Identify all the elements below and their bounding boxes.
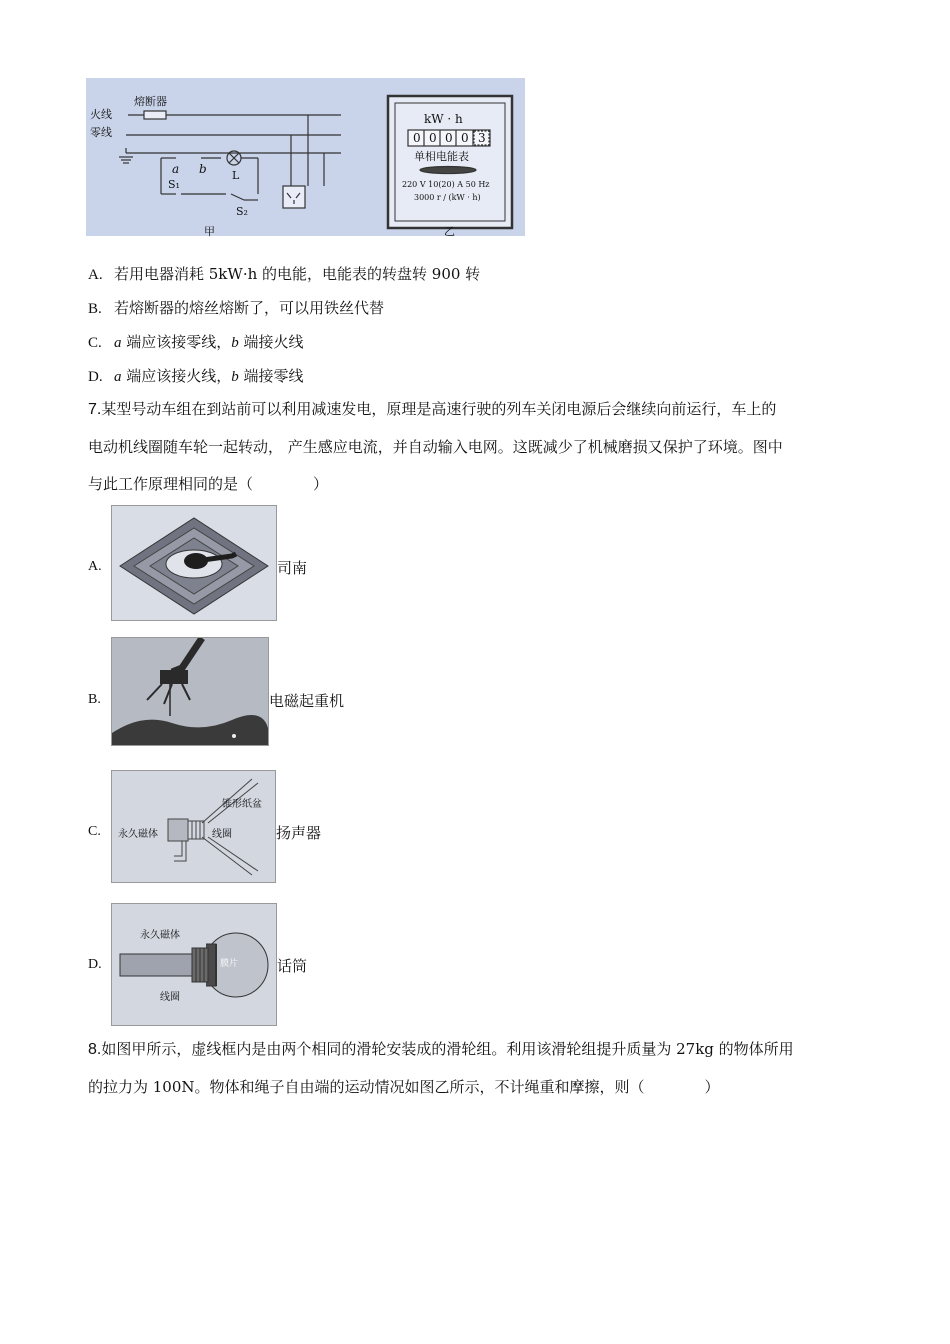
meter-digit: 0 [461, 131, 469, 145]
option-text: 若熔断器的熔丝熔断了，可以用铁丝代替 [114, 299, 385, 317]
stem-text: 某型号动车组在到站前可以利用减速发电，原理是高速行驶的列车关闭电源后会继续向前运行，车上的 [101, 400, 777, 418]
question-number: 8. [88, 1041, 102, 1058]
si-nan-image [111, 505, 277, 621]
stem-text: 与此工作原理相同的是（ [88, 475, 254, 493]
stem-text: ） [704, 1078, 720, 1096]
magnet-label: 永久磁体 [118, 829, 158, 840]
stem-text: 如图甲所示，虚线框内是由两个相同的滑轮安装成的滑轮组。利用该滑轮组提升质量为 27kg 的物体所用 [101, 1040, 794, 1058]
q7-option-c-letter[interactable]: C. [88, 824, 101, 839]
meter-spec1: 220 V 10(20) A 50 Hz [402, 180, 490, 189]
q8-stem-line2 [88, 1077, 720, 1097]
meter-digit: 0 [413, 131, 421, 145]
stem-text: 的拉力为 100N。物体和绳子自由端的运动情况如图乙所示，不计绳重和摩擦，则（ [88, 1078, 645, 1096]
option-text: 端应该接火线， [121, 367, 232, 385]
circuit-meter-figure [86, 78, 525, 236]
terminal-b-label: b [199, 162, 207, 176]
option-text: 端应该接零线， [121, 333, 232, 351]
microphone-caption: 话筒 [277, 957, 308, 975]
figure-jia-label: 甲 [204, 225, 215, 238]
q7-stem-line3 [88, 474, 328, 494]
q7-option-d-letter[interactable]: D. [88, 957, 102, 972]
option-letter: D. [88, 369, 103, 385]
q6-option-a[interactable] [88, 264, 480, 285]
question-number: 7. [88, 401, 102, 418]
si-nan-caption: 司南 [277, 559, 308, 577]
speaker-caption: 扬声器 [276, 824, 322, 842]
figure-yi-label: 乙 [444, 225, 455, 238]
q7-option-a-letter[interactable]: A. [88, 559, 102, 574]
switch2-label: S₂ [236, 205, 248, 218]
electromagnetic-crane-image [111, 637, 269, 746]
microphone-image [111, 903, 277, 1026]
q7-stem-line2 [88, 437, 783, 457]
terminal-a-text: a [114, 369, 122, 385]
option-text: 若用电器消耗 5kW·h 的电能，电能表的转盘转 900 转 [114, 265, 481, 283]
crane-caption: 电磁起重机 [269, 692, 345, 710]
mic-magnet-label: 永久磁体 [140, 930, 180, 941]
option-letter: B. [88, 301, 102, 317]
meter-digit: 0 [445, 131, 453, 145]
coil-label: 线圈 [212, 829, 232, 840]
q6-option-b[interactable] [88, 298, 384, 319]
fuse-label: 熔断器 [134, 95, 167, 108]
meter-name: 单相电能表 [414, 150, 469, 163]
neutral-wire-label: 零线 [90, 126, 112, 139]
diaphragm-label: 膜片 [220, 959, 239, 969]
meter-unit: kW · h [424, 112, 463, 126]
q6-option-c[interactable] [88, 332, 304, 353]
terminal-b-text: b [231, 369, 239, 385]
option-letter: C. [88, 335, 102, 351]
meter-digits [408, 130, 490, 146]
option-text: 端接零线 [238, 367, 304, 385]
cone-label: 锥形纸盆 [222, 799, 262, 810]
meter-digit: 3 [478, 131, 486, 145]
stem-text: 电动机线圈随车轮一起转动， 产生感应电流，并自动输入电网。这既减少了机械磨损又保护了环境。图中 [88, 438, 783, 456]
option-letter: A. [88, 267, 103, 283]
q7-option-b-letter[interactable]: B. [88, 692, 101, 707]
q6-option-d[interactable] [88, 366, 304, 387]
meter-digit: 0 [429, 131, 437, 145]
meter-spec2: 3000 r / (kW · h) [414, 193, 481, 202]
lamp-label: L [232, 169, 240, 182]
terminal-a-label: a [172, 162, 180, 176]
stem-text: ） [313, 475, 329, 493]
terminal-a-text: a [114, 335, 122, 351]
switch1-label: S₁ [168, 178, 180, 191]
terminal-b-text: b [231, 335, 239, 351]
mic-coil-label: 线圈 [160, 992, 180, 1003]
speaker-image [111, 770, 276, 883]
live-wire-label: 火线 [90, 108, 112, 121]
q8-stem-line1 [88, 1039, 794, 1060]
option-text: 端接火线 [238, 333, 304, 351]
q7-stem-line1 [88, 399, 776, 420]
